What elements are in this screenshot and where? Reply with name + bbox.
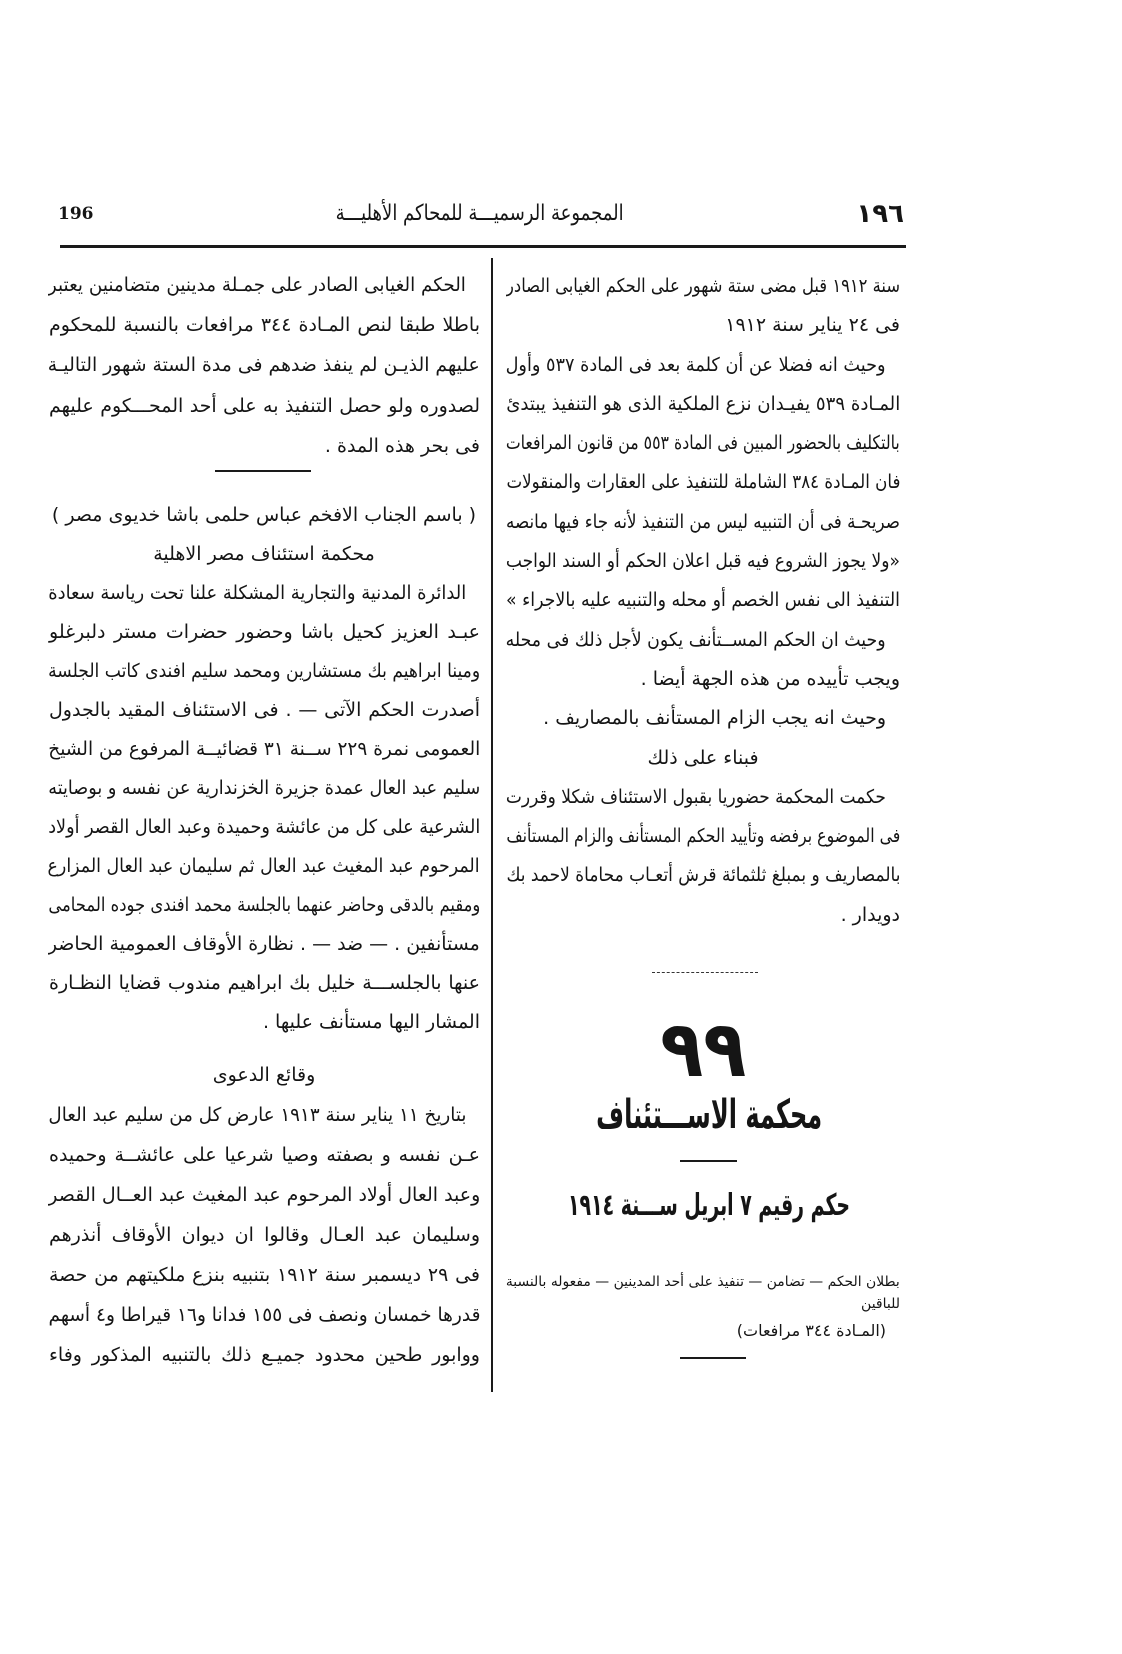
case-number-block bbox=[660, 1004, 746, 1096]
line-text: فى الموضوع برفضه وتأييد الحكم المستأنف والزام المستأنف bbox=[506, 825, 900, 848]
line-text: أصدرت الحكم الآتى — . فى الاستئناف المقيد بالجدول bbox=[49, 699, 480, 721]
judgment-line bbox=[506, 778, 900, 817]
line-text: للباقين bbox=[861, 1296, 900, 1312]
facts-line bbox=[48, 1335, 480, 1375]
preamble-line bbox=[48, 964, 480, 1003]
court-name bbox=[48, 535, 480, 574]
line-text: فى بحر هذه المدة . bbox=[324, 434, 480, 457]
line-text: فى ٢٩ ديسمبر سنة ١٩١٢ بتنبيه بنزع ملكيتهم من حصة bbox=[48, 1264, 480, 1286]
line-text: وحيث انه فضلا عن أن كلمة بعد فى المادة ٥٣٧ وأول bbox=[506, 353, 886, 376]
line-text: الحكم الغيابى الصادر على جمـلة مدينين متضامنين يعتبر bbox=[48, 274, 466, 296]
judgment-line bbox=[506, 581, 900, 620]
preamble-line bbox=[48, 847, 480, 886]
line-text: مستأنفين . — ضد — . نظارة الأوقاف العمومية الحاضر bbox=[48, 933, 480, 955]
invocation bbox=[48, 496, 480, 535]
preamble-line bbox=[48, 808, 480, 847]
headnote-separator bbox=[215, 470, 311, 472]
line-text: قدرها خمسان ونصف فى ١٥٥ فدانا و١٦ قيراطا و٤ أسهم bbox=[48, 1304, 480, 1326]
judgment-line bbox=[506, 267, 900, 306]
running-title-text: المجموعة الرسميـــة للمحاكم الأهليـــة bbox=[336, 201, 624, 226]
line-text: لصدوره ولو حصل التنفيذ به على أحد المحـــكوم عليهم bbox=[49, 394, 480, 417]
line-text: المشار اليها مستأنف عليها . bbox=[262, 1011, 480, 1033]
line-text: سليم عبد العال عمدة جزيرة الخزندارية عن نفسه و بوصايته bbox=[48, 777, 480, 799]
section-separator bbox=[652, 972, 758, 973]
line-text: العمومى نمرة ٢٢٩ ســنة ٣١ قضائيــة المرفوع من الشيخ bbox=[48, 738, 480, 760]
preamble-line bbox=[48, 574, 480, 613]
page-number-arabic-text: ١٩٦ bbox=[856, 199, 904, 229]
headnote-line bbox=[48, 345, 480, 385]
line-text: دويدار . bbox=[840, 903, 900, 926]
judgment-date bbox=[568, 1184, 850, 1228]
court-heading-text: محكمة الاســـتئناف bbox=[596, 1092, 822, 1138]
judgment-line bbox=[506, 621, 900, 660]
headnote-line bbox=[48, 265, 480, 305]
line-text: التنفيذ الى نفس الخصم أو محله والتنبيه عليه بالاجراء » bbox=[506, 589, 900, 612]
line-text: عليهم الذيـن لم ينفذ ضدهم فى مدة الستة شهور التاليـة bbox=[48, 354, 480, 377]
case-number-text: ٩٩ bbox=[660, 1005, 746, 1095]
line-text: وسليمان عبد العـال وقالوا ان ديوان الأوقاف أنذرهم bbox=[49, 1224, 480, 1246]
line-text: عنها بالجلســـة خليل بك ابراهيم مندوب قضايا النظـارة bbox=[49, 972, 480, 994]
line-text: عبـد العزيز كحيل باشا وحضور حضرات مستر دلبرغلو bbox=[49, 621, 480, 643]
line-text: وحيث انه يجب الزام المستأنف بالمصاريف . bbox=[543, 707, 886, 730]
line-text: صريحـة فى أن التنبيه ليس من التنفيذ لأنه جاء فيها مانصه bbox=[506, 510, 900, 533]
invocation-text: ( باسم الجناب الافخم عباس حلمى باشا خديوى مصر ) bbox=[51, 504, 477, 526]
summary-line bbox=[506, 1271, 900, 1293]
headnote bbox=[48, 265, 480, 466]
headnote-line bbox=[48, 426, 480, 466]
judgment-line bbox=[506, 856, 900, 895]
preamble-line bbox=[48, 613, 480, 652]
judgment-preamble bbox=[48, 496, 480, 1042]
page-number-latin-text: 196 bbox=[58, 204, 94, 224]
line-text: الشرعية على كل من عائشة وحميدة وعبد العال القصر أولاد bbox=[48, 816, 480, 838]
court-heading bbox=[596, 1090, 822, 1140]
case-number bbox=[660, 1004, 746, 1096]
line-text: فبناء على ذلك bbox=[647, 746, 759, 769]
facts-line bbox=[48, 1095, 480, 1135]
facts-line bbox=[48, 1215, 480, 1255]
line-text: بالتكليف بالحضور المبين فى المادة ٥٥٣ من قانون المرافعات bbox=[506, 432, 900, 455]
line-text: وعبد العال أولاد المرحوم عبد المغيث عبد العــال القصر bbox=[48, 1184, 480, 1206]
line-text: بطلان الحكم — تضامن — تنفيذ على أحد المدينين — مفعوله بالنسبة bbox=[506, 1274, 900, 1290]
facts-line bbox=[48, 1255, 480, 1295]
judgment-line bbox=[506, 660, 900, 699]
court-heading-block bbox=[596, 1090, 822, 1140]
preamble-line bbox=[48, 769, 480, 808]
case-summary bbox=[506, 1271, 900, 1315]
preamble-line bbox=[48, 925, 480, 964]
judgment-line bbox=[506, 503, 900, 542]
page-number-latin bbox=[58, 196, 106, 232]
court-name-text: محكمة استئناف مصر الاهلية bbox=[153, 543, 375, 565]
line-text: بتاريخ ١١ يناير سنة ١٩١٣ عارض كل من سليم عبد العال bbox=[48, 1104, 466, 1126]
line-text: حكمت المحكمة حضوريا بقبول الاستئناف شكلا وقررت bbox=[506, 785, 886, 808]
line-text: بالمصاريف و بمبلغ ثلثمائة قرش أتعـاب محاماة لاحمد بك bbox=[506, 864, 900, 887]
judgment-line bbox=[506, 896, 900, 935]
judgment-date-text: حكم رقيم ٧ ابريل ســـنة ١٩١٤ bbox=[568, 1188, 850, 1223]
page-number-arabic bbox=[834, 194, 904, 234]
preamble-line bbox=[48, 730, 480, 769]
judgment-line bbox=[506, 463, 900, 502]
article-reference-text: (المـادة ٣٤٤ مرافعات) bbox=[736, 1321, 886, 1340]
facts-line bbox=[48, 1175, 480, 1215]
preamble-line bbox=[48, 652, 480, 691]
headnote-line bbox=[48, 305, 480, 345]
line-text: فان المـادة ٣٨٤ الشاملة للتنفيذ على العقارات والمنقولات bbox=[506, 471, 900, 494]
header-rule bbox=[60, 245, 906, 248]
line-text: وحيث ان الحكم المســتأنف يكون لأجل ذلك فى محله bbox=[506, 628, 886, 651]
running-title-block bbox=[336, 194, 624, 234]
judgment-line bbox=[506, 424, 900, 463]
article-reference bbox=[506, 1318, 900, 1344]
judgment-line bbox=[506, 817, 900, 856]
line-text: فى ٢٤ يناير سنة ١٩١٢ bbox=[725, 314, 900, 337]
judgment-date-block bbox=[568, 1184, 850, 1228]
judgment-heading bbox=[506, 739, 900, 778]
page-number-arabic-block bbox=[834, 194, 904, 234]
line-text: ومينا ابراهيم بك مستشارين ومحمد سليم افندى كاتب الجلسة bbox=[48, 660, 480, 682]
line-text: «ولا يجوز الشروع فيه قبل اعلان الحكم أو السند الواجب bbox=[506, 550, 900, 573]
line-text: باطلا طبقا لنص المـادة ٣٤٤ مرافعات بالنسبة للمحكوم bbox=[49, 314, 480, 337]
preamble-line bbox=[48, 886, 480, 925]
judgment-line bbox=[506, 699, 900, 738]
judgment-line bbox=[506, 306, 900, 345]
summary-rule bbox=[680, 1357, 746, 1359]
judgment-line bbox=[506, 346, 900, 385]
line-text: عـن نفسه و بصفته وصيا شرعيا على عائشــة وحميده bbox=[49, 1144, 480, 1166]
page-number-latin-block bbox=[58, 196, 106, 232]
summary-line bbox=[506, 1293, 900, 1315]
line-text: ومقيم بالدقى وحاضر عنهما بالجلسة محمد افندى جوده المحامى bbox=[48, 894, 480, 916]
case-facts bbox=[48, 1055, 480, 1375]
headnote-line bbox=[48, 386, 480, 426]
judgment-line bbox=[506, 542, 900, 581]
facts-line bbox=[48, 1135, 480, 1175]
right-column-text bbox=[506, 267, 900, 935]
line-text: ووابور طحين محدود جميـع ذلك بالتنبيه المذكور وفاء bbox=[49, 1344, 480, 1366]
facts-title-text: وقائع الدعوى bbox=[212, 1064, 316, 1086]
facts-line bbox=[48, 1295, 480, 1335]
column-divider bbox=[491, 258, 493, 1392]
judgment-line bbox=[506, 385, 900, 424]
line-text: سنة ١٩١٢ قبل مضى ستة شهور على الحكم الغيابى الصادر bbox=[506, 275, 900, 297]
line-text: المـادة ٥٣٩ يفيـدان نزع الملكية الذى هو التنفيذ يبتدئ bbox=[506, 392, 900, 415]
running-title bbox=[336, 194, 624, 234]
preamble-line bbox=[48, 1003, 480, 1042]
heading-rule bbox=[680, 1160, 737, 1162]
line-text: ويجب تأييده من هذه الجهة أيضا . bbox=[640, 667, 900, 690]
line-text: المرحوم عبد المغيث عبد العال ثم سليمان عبد العال المزارع bbox=[48, 855, 480, 877]
facts-title bbox=[48, 1055, 480, 1095]
preamble-line bbox=[48, 691, 480, 730]
article-reference-block bbox=[506, 1318, 900, 1344]
line-text: الدائرة المدنية والتجارية المشكلة علنا تحت رياسة سعادة bbox=[48, 582, 466, 604]
